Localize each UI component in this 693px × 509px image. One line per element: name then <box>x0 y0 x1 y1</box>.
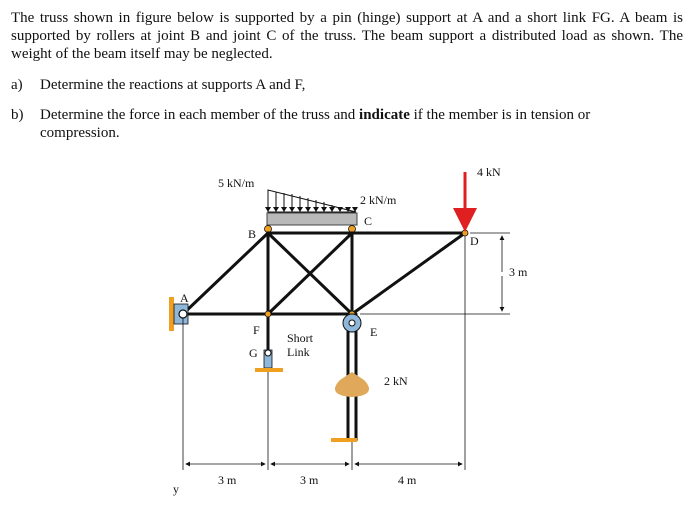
short-link-label-1: Short <box>287 331 314 345</box>
part-b-marker: b) <box>11 107 24 123</box>
joint-a-label: A <box>180 291 189 305</box>
height-dimension <box>360 233 510 314</box>
axis-y-label: y <box>173 482 179 496</box>
dim-2-label: 3 m <box>300 473 319 487</box>
joint-f-node <box>265 311 271 317</box>
truss-members <box>183 233 465 440</box>
part-b-pre: Determine the force in each member of the truss and <box>40 107 360 123</box>
horizontal-dimensions <box>183 236 465 470</box>
hanging-load-label: 2 kN <box>384 374 408 388</box>
joint-c-label: C <box>364 214 373 228</box>
roller-c-icon <box>349 226 356 233</box>
joint-f-label: F <box>253 323 260 337</box>
joint-d-node <box>462 230 468 236</box>
pulley-e-icon <box>343 314 361 332</box>
hanging-weight-icon <box>335 372 369 397</box>
roller-b-icon <box>265 226 272 233</box>
short-link-g <box>255 350 283 372</box>
load-right-label: 2 kN/m <box>360 193 397 207</box>
joint-b-label: B <box>248 227 257 241</box>
point-load-label: 4 kN <box>477 165 501 179</box>
dim-3-label: 4 m <box>398 473 417 487</box>
short-link-label-2: Link <box>287 345 310 359</box>
part-a-marker: a) <box>11 77 23 93</box>
height-dim-label: 3 m <box>509 265 528 279</box>
joint-e-label: E <box>370 325 378 339</box>
joint-d-label: D <box>470 234 479 248</box>
part-a-text: Determine the reactions at supports A and F, <box>40 77 306 93</box>
problem-statement: The truss shown in figure below is supported by a pin (hinge) support at A and a short link FG. A beam is supported by rollers at joint B and joint C of the truss. The beam support a distributed load as shown. The weight of the beam itself may be neglected. <box>11 10 683 62</box>
beam <box>267 213 357 225</box>
dim-1-label: 3 m <box>218 473 237 487</box>
joint-g-label: G <box>249 346 258 360</box>
part-b-bold: indicate <box>359 107 410 123</box>
part-b-post: if the member is in tension or compression. <box>40 107 591 141</box>
distributed-load <box>265 190 358 212</box>
load-left-label: 5 kN/m <box>218 176 255 190</box>
base-plate <box>331 438 357 442</box>
